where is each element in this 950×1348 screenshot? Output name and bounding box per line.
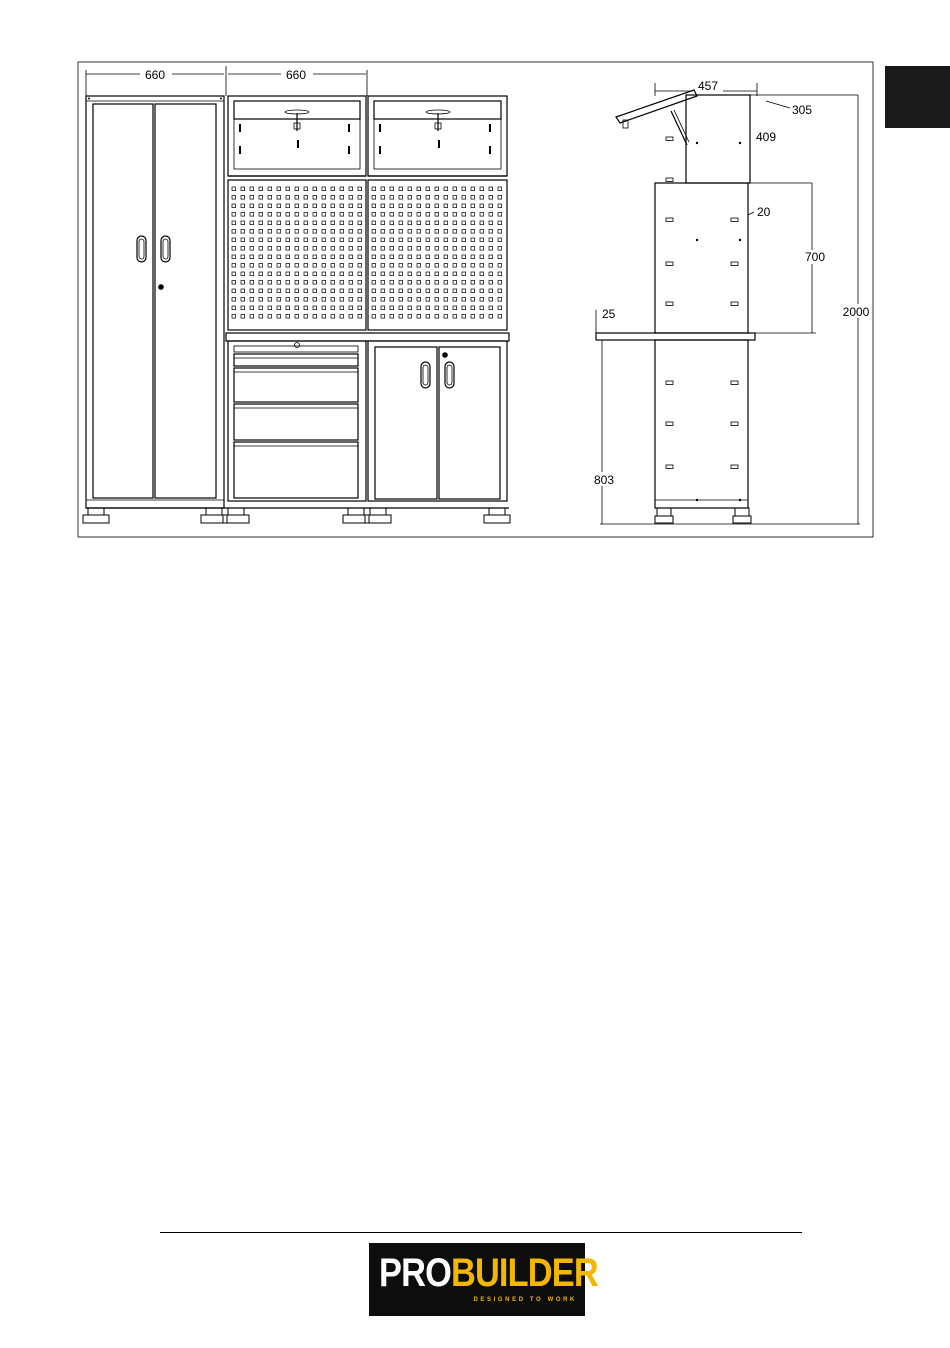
lock-icon xyxy=(295,343,300,348)
cabinet-feet xyxy=(83,508,510,523)
side-worktop xyxy=(596,333,755,340)
lock-icon xyxy=(158,284,164,290)
door-handle-icon xyxy=(421,362,430,388)
dim-depth: 457 xyxy=(697,79,719,93)
side-lift-door xyxy=(616,90,697,123)
side-base-cabinet xyxy=(655,340,748,508)
drawer-cabinet xyxy=(228,341,366,501)
pegboard-holes xyxy=(232,187,502,318)
side-view xyxy=(590,79,872,524)
side-mounting-slots xyxy=(666,137,741,501)
side-feet xyxy=(655,508,751,523)
wall-cabinet-left xyxy=(228,96,366,176)
dim-left-width: 660 xyxy=(144,68,166,82)
tall-cabinet-left-door xyxy=(93,104,153,498)
front-view xyxy=(83,66,510,523)
door-handle-icon xyxy=(445,362,454,388)
lock-icon xyxy=(442,352,448,358)
logo-builder-text: BUILDER xyxy=(450,1251,598,1295)
dim-gap: 20 xyxy=(757,205,771,219)
dim-top-height: 409 xyxy=(756,130,777,144)
dim-middle-width: 660 xyxy=(285,68,307,82)
side-pegboard-panel xyxy=(655,183,748,333)
drawer xyxy=(234,442,358,498)
logo-tagline: DESIGNED TO WORK xyxy=(473,1297,577,1303)
dim-base-height: 803 xyxy=(593,473,615,487)
tall-cabinet xyxy=(86,96,224,508)
dim-worktop: 25 xyxy=(602,307,616,321)
worktop xyxy=(226,333,509,341)
side-wall-cabinet xyxy=(686,95,750,183)
logo-pro-text: PRO xyxy=(379,1251,451,1295)
door-handle-icon xyxy=(161,236,170,262)
door-handle-icon xyxy=(137,236,146,262)
base-cabinet-right-door xyxy=(439,347,500,499)
tall-cabinet-right-door xyxy=(155,104,216,498)
dim-pegboard-height: 700 xyxy=(804,250,826,264)
dim-total-height: 2000 xyxy=(842,305,870,319)
drawer xyxy=(234,354,358,366)
drawer xyxy=(234,368,358,402)
dim-top-depth: 305 xyxy=(792,103,813,117)
footer-rule xyxy=(160,1232,802,1233)
drawer xyxy=(234,404,358,440)
drawing-frame xyxy=(78,62,873,537)
wall-cabinet-right xyxy=(368,96,507,176)
base-door-cabinet xyxy=(368,341,507,501)
probuilder-logo xyxy=(369,1243,598,1316)
